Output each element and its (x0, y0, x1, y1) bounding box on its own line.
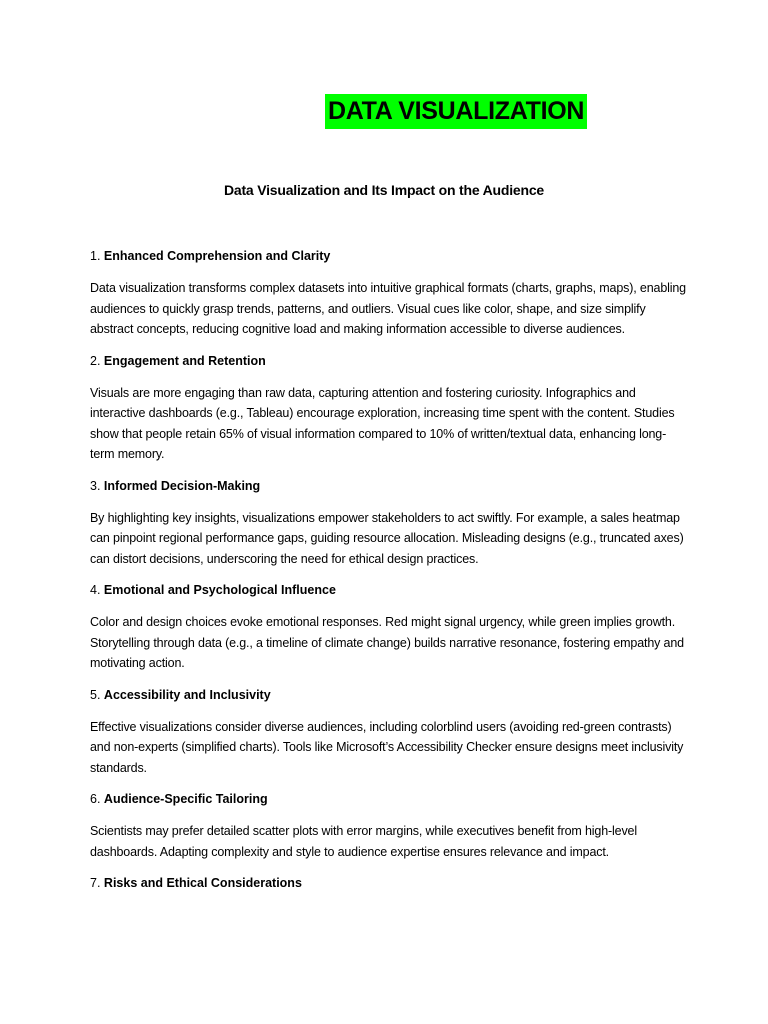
section-title: Accessibility and Inclusivity (103, 687, 271, 702)
section-heading (90, 351, 690, 372)
section-number: 7. (90, 876, 101, 890)
document-subtitle: Data Visualization and Its Impact on the Audience (223, 182, 545, 198)
section-number: 6. (90, 792, 101, 806)
section-title: Risks and Ethical Considerations (103, 876, 302, 890)
section-paragraph: Color and design choices evoke emotional responses. Red might signal urgency, while green implies growth. Storytelling through data (e.g., a timeline of climate change) builds narrative resonance, fostering empathy and motivating action. (90, 615, 684, 670)
section-4 (90, 580, 690, 674)
section-heading (90, 476, 690, 497)
section-number: 3. (90, 478, 101, 493)
section-paragraph: By highlighting key insights, visualizations empower stakeholders to act swiftly. For example, a sales heatmap can pinpoint regional performance gaps, guiding resource allocation. Misleading designs (e.g., truncated axes) can distort decisions, underscoring the need for ethical design practices. (90, 510, 684, 566)
section-title: Informed Decision-Making (103, 478, 261, 493)
section-heading (90, 789, 690, 810)
section-title: Enhanced Comprehension and Clarity (103, 249, 331, 263)
section-1 (90, 246, 690, 340)
section-title: Emotional and Psychological Influence (103, 583, 336, 597)
section-heading (90, 246, 690, 267)
section-paragraph: Data visualization transforms complex datasets into intuitive graphical formats (charts, graphs, maps), enabling audiences to quickly grasp trends, patterns, and outliers. Visual cues like color, shape, and size simplify abstract concepts, reducing cognitive load and making information accessible to diverse audiences. (90, 281, 686, 336)
document-title: DATA VISUALIZATION (325, 94, 587, 129)
section-number: 2. (90, 353, 101, 368)
section-number: 1. (90, 249, 101, 263)
section-title: Engagement and Retention (103, 353, 266, 368)
section-paragraph: Visuals are more engaging than raw data, capturing attention and fostering curiosity. Infographics and interactive dashboards (e.g., Tableau) encourage exploration, increasing time spent with the content. Studies show that people retain 65% of visual information compared to 10% of written/textual data, enhancing long-term memory. (90, 385, 675, 461)
section-heading (90, 685, 690, 706)
section-heading (90, 873, 690, 894)
section-paragraph: Effective visualizations consider diverse audiences, including colorblind users (avoiding red-green contrasts) and non-experts (simplified charts). Tools like Microsoft’s Accessibility Checker ensure designs meet inclusivity standards. (90, 719, 684, 775)
section-5 (90, 685, 690, 779)
section-title: Audience-Specific Tailoring (103, 792, 268, 806)
section-number: 4. (90, 583, 101, 597)
section-2 (90, 351, 690, 465)
section-3 (90, 476, 690, 570)
document-body (90, 246, 690, 905)
section-number: 5. (90, 687, 101, 702)
section-6 (90, 789, 690, 862)
section-7 (90, 873, 690, 894)
section-heading (90, 580, 690, 601)
section-paragraph: Scientists may prefer detailed scatter plots with error margins, while executives benefit from high-level dashboards. Adapting complexity and style to audience expertise ensures relevance and impact. (90, 824, 637, 859)
